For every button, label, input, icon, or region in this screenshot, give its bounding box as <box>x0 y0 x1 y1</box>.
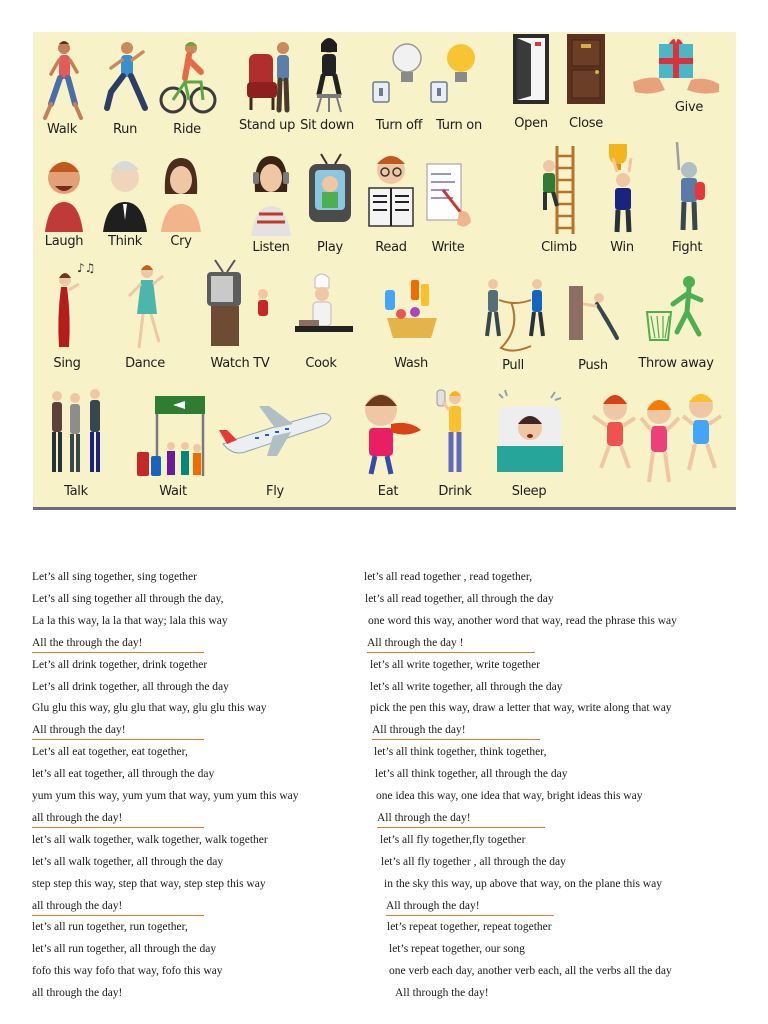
vocab-label: Open <box>514 116 548 131</box>
knight-sword-icon <box>667 140 709 234</box>
walking-woman-icon <box>39 38 87 126</box>
lyric-line: La la this way, la la that way; lala this way <box>32 614 228 627</box>
lyric-line: Glu glu this way, glu glu that way, glu glu this way <box>32 702 267 715</box>
vocab-cry <box>155 150 207 254</box>
vocab-label: Fight <box>671 240 703 255</box>
lyric-line: let’s all run together, run together, <box>32 921 188 934</box>
lyric-line: one word this way, another word that way, read the phrase this way <box>368 614 677 627</box>
panel-bottom-border <box>33 507 736 510</box>
lyric-line: yum yum this way, yum yum that way, yum yum this way <box>32 790 299 802</box>
vocab-turn-on <box>429 32 489 138</box>
verse-divider <box>32 827 204 828</box>
lyric-line: All through the day ! <box>367 636 464 649</box>
headphones-girl-icon <box>247 152 295 236</box>
singing-woman-icon <box>45 260 96 352</box>
lyric-line: Let’s all drink together, all through the day <box>32 680 229 693</box>
vocab-label: Wash <box>394 356 428 371</box>
vocab-walk <box>33 32 91 142</box>
lyric-line: let’s all eat together, all through the day <box>32 768 215 781</box>
vocab-sit-down <box>297 32 357 138</box>
vocab-talk <box>43 386 109 506</box>
lyric-line: all through the day! <box>32 899 123 912</box>
vocab-label: Talk <box>64 484 88 499</box>
lyric-line: let’s all run together, all through the day <box>32 943 217 956</box>
lyric-line: All the through the day! <box>32 636 143 649</box>
vocab-label: Drink <box>438 484 472 499</box>
vocab-give <box>627 32 727 122</box>
vocab-sing <box>39 260 95 378</box>
vocab-label: Cook <box>305 356 337 371</box>
vocab-listen <box>245 150 297 258</box>
ladder-climb-icon <box>533 144 585 236</box>
vocab-ride <box>157 32 217 142</box>
lyric-line: let’s repeat together, our song <box>389 943 525 956</box>
lyric-line: one verb each day, another verb each, all the verbs all the day <box>389 965 672 978</box>
vocab-label: Play <box>317 240 343 255</box>
vocab-label: Win <box>610 240 634 255</box>
dancing-woman-icon <box>125 262 167 352</box>
vocab-write <box>421 150 475 258</box>
vocab-label: Pull <box>502 358 524 373</box>
verse-divider <box>377 827 545 828</box>
vocab-open <box>503 32 559 136</box>
vocab-label: Dance <box>125 356 165 371</box>
vocab-label: Stand up <box>238 118 296 133</box>
drinking-woman-icon <box>435 384 475 476</box>
vocab-label: Wait <box>159 484 187 499</box>
vocab-label: Climb <box>541 240 577 255</box>
lyric-line: All through the day! <box>372 724 466 737</box>
lyric-line: let’s all read together , read together, <box>364 571 533 583</box>
vocab-label: Sit down <box>300 118 354 133</box>
running-man-icon <box>103 38 149 124</box>
vocab-label: Ride <box>173 122 201 137</box>
vocab-drink <box>429 384 481 506</box>
vocab-fly <box>209 398 341 506</box>
vocab-label: Sleep <box>511 484 547 499</box>
vocab-turn-off <box>369 32 429 138</box>
vocab-watch-tv <box>195 258 285 378</box>
vocab-label: Push <box>578 358 608 373</box>
talking-group-icon <box>45 386 109 476</box>
vocab-label: Turn off <box>375 118 423 133</box>
reading-newspaper-icon <box>365 152 417 234</box>
thinking-man-icon <box>101 156 149 232</box>
vocab-label: Throw away <box>638 356 714 371</box>
vocab-label: Write <box>431 240 465 255</box>
vocab-fight <box>659 140 715 258</box>
lyric-line: let’s all fly together , all through the day <box>381 855 566 868</box>
verse-divider <box>32 652 204 653</box>
trash-bin-icon <box>643 272 709 344</box>
verse-divider <box>32 739 204 740</box>
lyric-line: all through the day! <box>32 811 123 824</box>
vocab-label: Turn on <box>436 118 482 133</box>
lyric-line: All through the day! <box>386 899 480 912</box>
vocab-push <box>563 282 623 378</box>
vocab-read <box>363 150 419 258</box>
lyric-line: step step this way, step that way, step step this way <box>32 877 266 890</box>
lyric-line: let’s all walk together, walk together, walk together <box>32 833 268 846</box>
lyric-line: all through the day! <box>32 987 123 1000</box>
vocab-cook <box>289 272 353 378</box>
lyric-line: Let’s all drink together, drink together <box>32 658 208 671</box>
lyric-line: let’s all read together, all through the day <box>365 592 554 605</box>
airplane-icon <box>215 402 335 458</box>
lyric-line: All through the day! <box>377 811 471 824</box>
waiting-passengers-icon <box>133 394 213 478</box>
vocab-sleep <box>487 388 571 506</box>
lyric-line: let’s all fly together,fly together <box>380 833 526 846</box>
lyric-line: let’s all write together, all through the day <box>370 680 563 693</box>
lyric-line: pick the pen this way, draw a letter that way, write along that way <box>370 702 672 715</box>
verse-divider <box>32 915 204 916</box>
gaming-tv-icon <box>305 152 355 234</box>
vocab-eat <box>347 388 429 506</box>
vocab-label: Run <box>112 122 138 137</box>
lyric-line: Let’s all eat together, eat together, <box>32 746 188 759</box>
svg-text:♪♫: ♪♫ <box>77 261 96 275</box>
vocab-label: Listen <box>252 240 290 255</box>
writing-hand-icon <box>425 160 473 232</box>
lyric-line: let’s repeat together, repeat together <box>387 921 552 934</box>
closed-door-icon <box>565 32 607 106</box>
lyric-line: let’s all think together, think together, <box>374 746 547 759</box>
lightbulb-on-icon <box>429 36 487 106</box>
sitting-on-stool-icon <box>309 36 349 114</box>
lyric-line: fofo this way fofo that way, fofo this way <box>32 965 223 978</box>
bicycle-rider-icon <box>159 38 217 118</box>
trophy-winner-icon <box>599 142 645 234</box>
sleeping-person-icon <box>495 388 565 476</box>
vocab-pull <box>479 274 547 378</box>
lyric-line: in the sky this way, up above that way, on the plane this way <box>384 877 662 890</box>
verse-divider <box>386 915 554 916</box>
pulling-rope-icon <box>481 274 547 356</box>
lyric-line: All through the day! <box>395 987 489 1000</box>
vocab-play <box>303 150 357 258</box>
vocab-label: Fly <box>266 484 284 499</box>
vocab-label: Think <box>107 234 143 249</box>
vocab-label: Cry <box>170 234 192 249</box>
vocab-wash <box>379 278 443 378</box>
vocab-label: Walk <box>47 122 77 137</box>
lyric-line: All through the day! <box>32 724 126 737</box>
lyric-line: let’s all walk together, all through the day <box>32 855 224 868</box>
chef-cooking-icon <box>291 272 353 348</box>
vocab-label: Sing <box>53 356 81 371</box>
vocab-label: Give <box>674 100 704 115</box>
vocab-label: Watch TV <box>210 356 270 371</box>
lyric-line: one idea this way, one idea that way, bright ideas this way <box>376 790 643 802</box>
vocab-climb <box>529 144 589 258</box>
jumping-kids-icon <box>585 386 729 490</box>
laughing-man-icon <box>41 156 87 232</box>
lyric-line: Let’s all sing together, sing together <box>32 571 197 583</box>
vocab-wait <box>131 394 215 506</box>
vocab-think <box>99 150 151 254</box>
vocab-label: Close <box>569 116 603 131</box>
standing-from-chair-icon <box>245 38 295 114</box>
vocab-win <box>593 142 651 258</box>
vocab-stand-up <box>239 32 295 138</box>
television-icon <box>201 258 281 350</box>
vocab-run <box>95 32 155 142</box>
verse-divider <box>372 739 540 740</box>
eating-boy-icon <box>351 388 427 476</box>
verse-divider <box>367 652 535 653</box>
pushing-box-icon <box>567 282 625 344</box>
lyric-line: Let’s all sing together all through the day, <box>32 592 224 605</box>
verbs-illustration-panel <box>33 32 736 508</box>
vocab-throw-away <box>633 272 719 378</box>
vocab-label: Laugh <box>44 234 84 249</box>
vocab-label: Eat <box>377 484 399 499</box>
crying-woman-icon <box>157 154 205 232</box>
open-door-icon <box>509 32 553 106</box>
vocab-close <box>561 32 611 136</box>
washing-basin-icon <box>381 278 443 348</box>
vocab-label: Read <box>375 240 407 255</box>
lyric-line: let’s all think together, all through the day <box>375 768 568 781</box>
lightbulb-off-icon <box>371 36 429 106</box>
vocab-laugh <box>39 150 89 254</box>
vocab-dance <box>119 260 171 378</box>
lyric-line: let’s all write together, write together <box>370 658 541 671</box>
vocab-jumping-kids <box>581 386 731 496</box>
gift-box-icon <box>629 34 725 104</box>
